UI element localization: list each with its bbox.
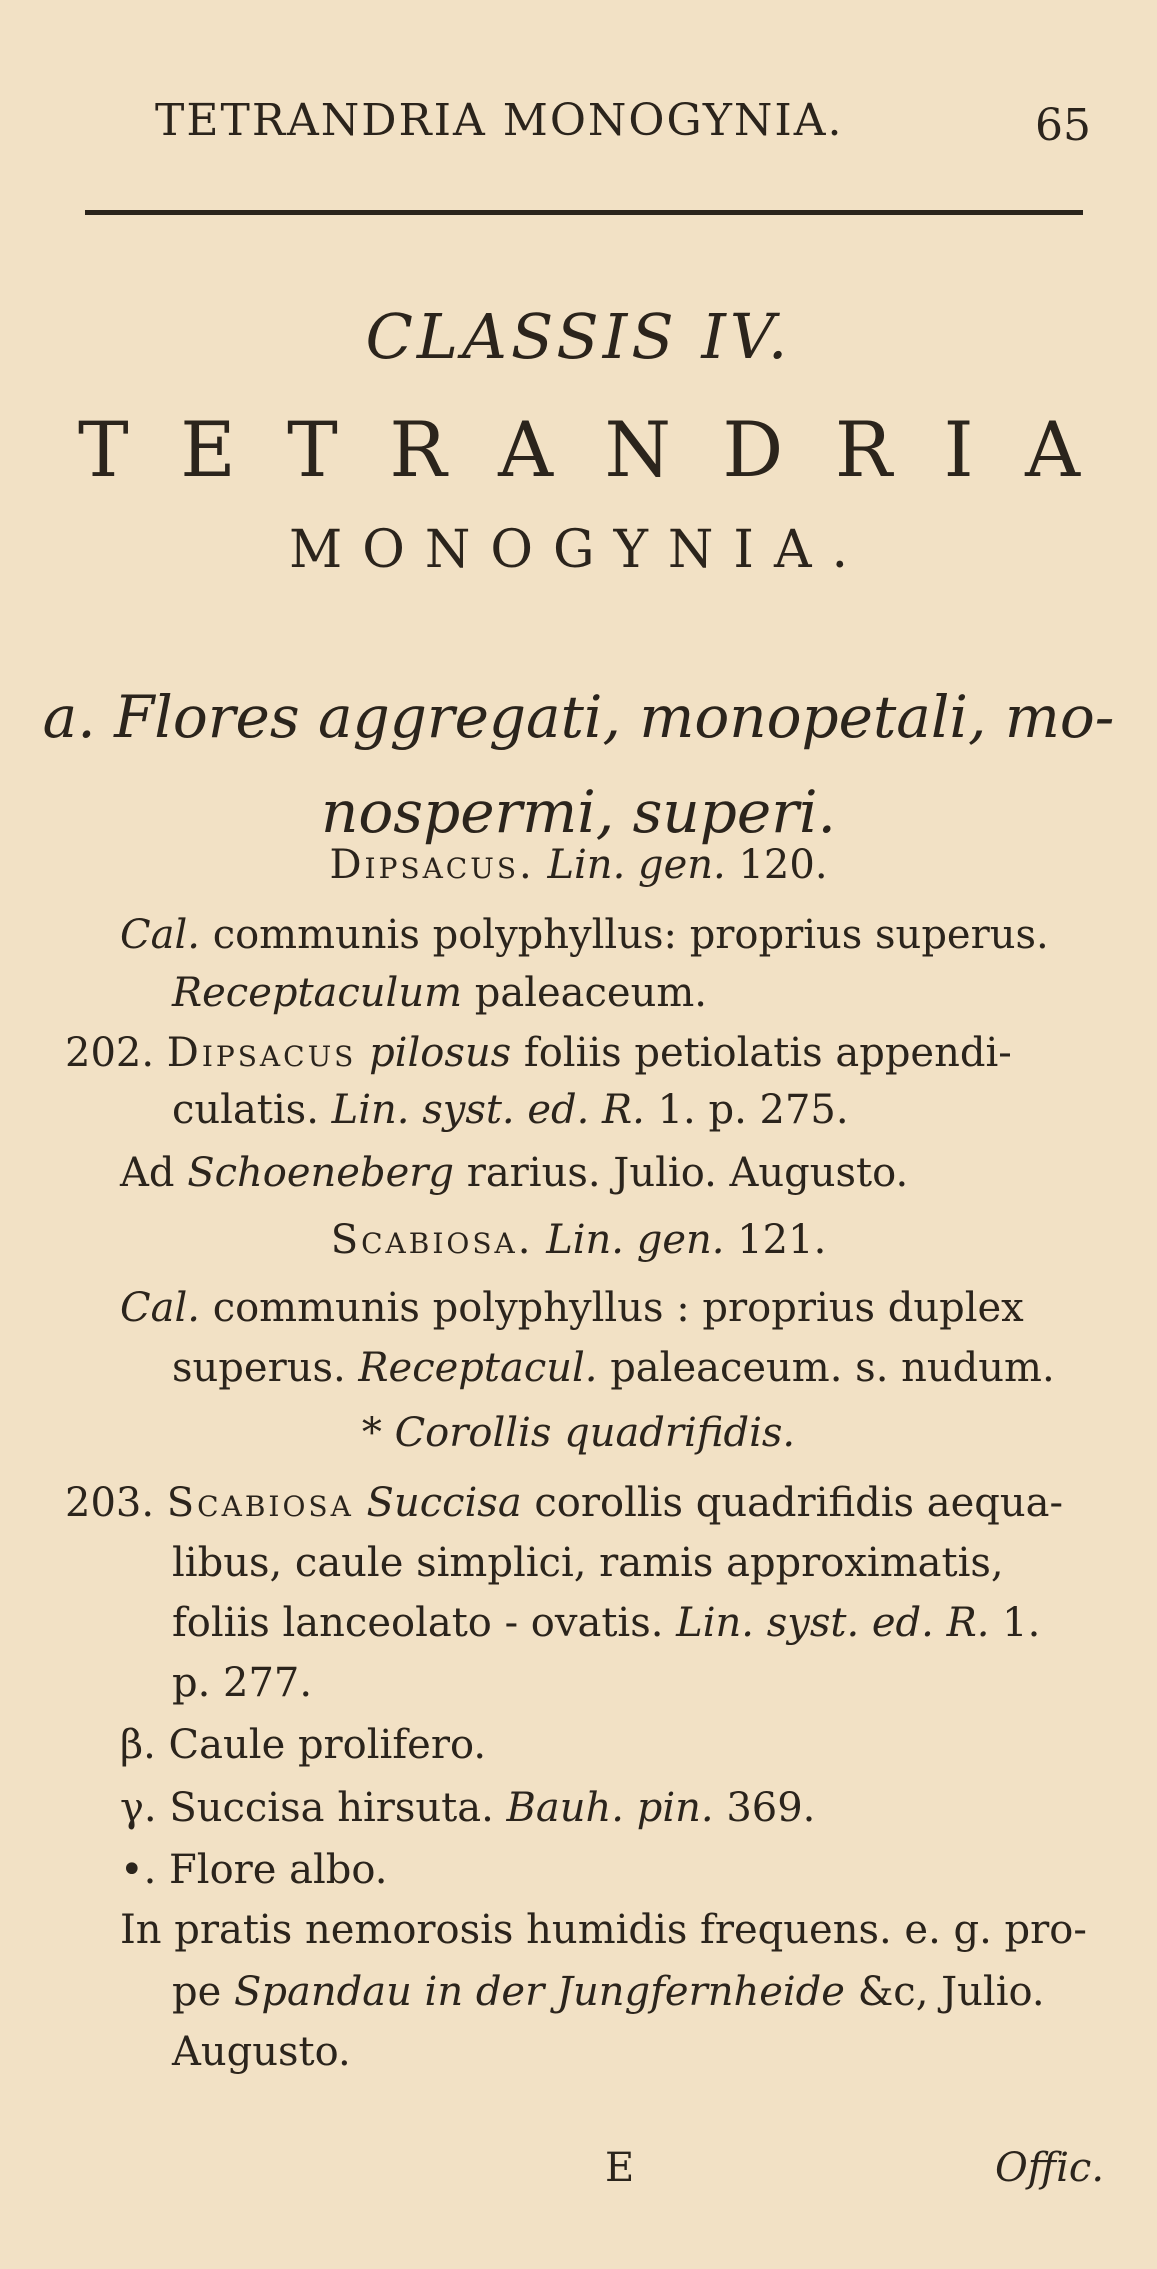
species-203-line-1 <box>65 1473 1063 1533</box>
receptacle-label: Receptaculum <box>172 970 463 1016</box>
calyx-label: Cal. <box>120 912 200 958</box>
variety-beta: β. Caule prolifero. <box>120 1722 487 1768</box>
calyx-line-2 <box>172 1338 1055 1398</box>
habitat-line-1: In pratis nemorosis humidis frequens. e. g. pro- <box>120 1907 1087 1953</box>
genus-line-scabiosa <box>0 1210 1157 1270</box>
class-name-letter: D <box>722 405 784 494</box>
class-name-letter: I <box>943 405 974 494</box>
locality-place: Schoeneberg <box>187 1150 454 1196</box>
signature-mark: E <box>605 2145 635 2191</box>
class-name-letter: T <box>287 405 338 494</box>
class-name-letter: R <box>834 405 893 494</box>
genus-name: Dipsacus. <box>329 842 535 888</box>
species-reference: Lin. syst. ed. R. <box>676 1600 990 1646</box>
variety-delta: •. Flore albo. <box>120 1847 388 1893</box>
order-heading: MONOGYNIA. <box>288 520 869 580</box>
genus-reference: Lin. gen. <box>546 1217 725 1263</box>
running-head: TETRANDRIA MONOGYNIA. <box>155 95 844 146</box>
species-epithet: pilosus <box>369 1030 512 1076</box>
calyx-line <box>120 1278 1024 1338</box>
species-203-line-2: libus, caule simplici, ramis approximatis, <box>172 1540 1004 1586</box>
receptacle-line <box>172 963 707 1023</box>
calyx-text: superus. <box>172 1345 346 1391</box>
calyx-text: communis polyphyllus : proprius duplex <box>212 1285 1024 1331</box>
species-202-line-1 <box>65 1023 1012 1083</box>
species-202-line-2 <box>172 1080 849 1140</box>
genus-name: Scabiosa. <box>330 1217 534 1263</box>
locality-line <box>120 1143 908 1203</box>
section-heading-line <box>0 670 1157 765</box>
species-description: corollis quadrifidis aequa- <box>534 1480 1064 1526</box>
section-title-1: Flores aggregati, monopetali, mo- <box>114 683 1115 751</box>
species-page: 1. p. 275. <box>657 1087 849 1133</box>
habitat-text: pe <box>172 1969 222 2015</box>
habitat-text: &c, Julio. <box>857 1969 1045 2015</box>
species-203-line-3 <box>172 1593 1040 1653</box>
class-name-letter: A <box>1025 405 1080 494</box>
species-genus: Dipsacus <box>166 1030 357 1076</box>
calyx-label: Cal. <box>120 1285 200 1331</box>
catchword: Offic. <box>995 2145 1105 2191</box>
receptacle-text: paleaceum. <box>474 970 708 1016</box>
page-number: 65 <box>1035 100 1091 151</box>
species-reference: Lin. syst. ed. R. <box>331 1087 645 1133</box>
locality-text: rarius. Julio. Augusto. <box>466 1150 909 1196</box>
receptacle-label: Receptacul. <box>358 1345 598 1391</box>
habitat-place: Spandau in der Jungfernheide <box>234 1969 845 2015</box>
species-description: foliis petiolatis appendi- <box>523 1030 1012 1076</box>
calyx-line <box>120 905 1049 965</box>
habitat-line-3: Augusto. <box>172 2029 351 2075</box>
header-rule <box>85 210 1083 215</box>
receptacle-text: paleaceum. s. nudum. <box>610 1345 1055 1391</box>
variety-reference: Bauh. pin. <box>506 1785 714 1831</box>
subdivision-note: * Corollis quadrifidis. <box>361 1410 796 1456</box>
species-number: 203. <box>65 1480 155 1526</box>
genus-number: 120. <box>738 842 828 888</box>
species-volume: 1. <box>1002 1600 1041 1646</box>
species-epithet: Succisa <box>366 1480 522 1526</box>
section-label: a. <box>42 683 96 751</box>
class-name-letter: A <box>498 405 553 494</box>
locality-prefix: Ad <box>120 1150 175 1196</box>
variety-text: γ. Succisa hirsuta. <box>120 1785 494 1831</box>
classis-heading: CLASSIS IV. <box>365 300 792 373</box>
species-203-line-4: p. 277. <box>172 1660 313 1706</box>
genus-line-dipsacus <box>0 835 1157 895</box>
calyx-text: communis polyphyllus: proprius superus. <box>212 912 1049 958</box>
genus-number: 121. <box>737 1217 827 1263</box>
class-name-letter: E <box>180 405 236 494</box>
variety-page: 369. <box>726 1785 816 1831</box>
class-name-heading <box>78 405 1080 494</box>
species-description: foliis lanceolato - ovatis. <box>172 1600 664 1646</box>
section-heading-line: nospermi, superi. <box>321 778 836 846</box>
species-number: 202. <box>65 1030 155 1076</box>
class-name-letter: R <box>389 405 447 494</box>
class-name-letter: T <box>78 405 129 494</box>
species-description: culatis. <box>172 1087 319 1133</box>
genus-reference: Lin. gen. <box>547 842 726 888</box>
species-genus: Scabiosa <box>166 1480 354 1526</box>
section-heading <box>0 670 1157 860</box>
variety-gamma <box>120 1778 815 1838</box>
class-name-letter: N <box>604 405 671 494</box>
habitat-line-2 <box>172 1962 1045 2022</box>
